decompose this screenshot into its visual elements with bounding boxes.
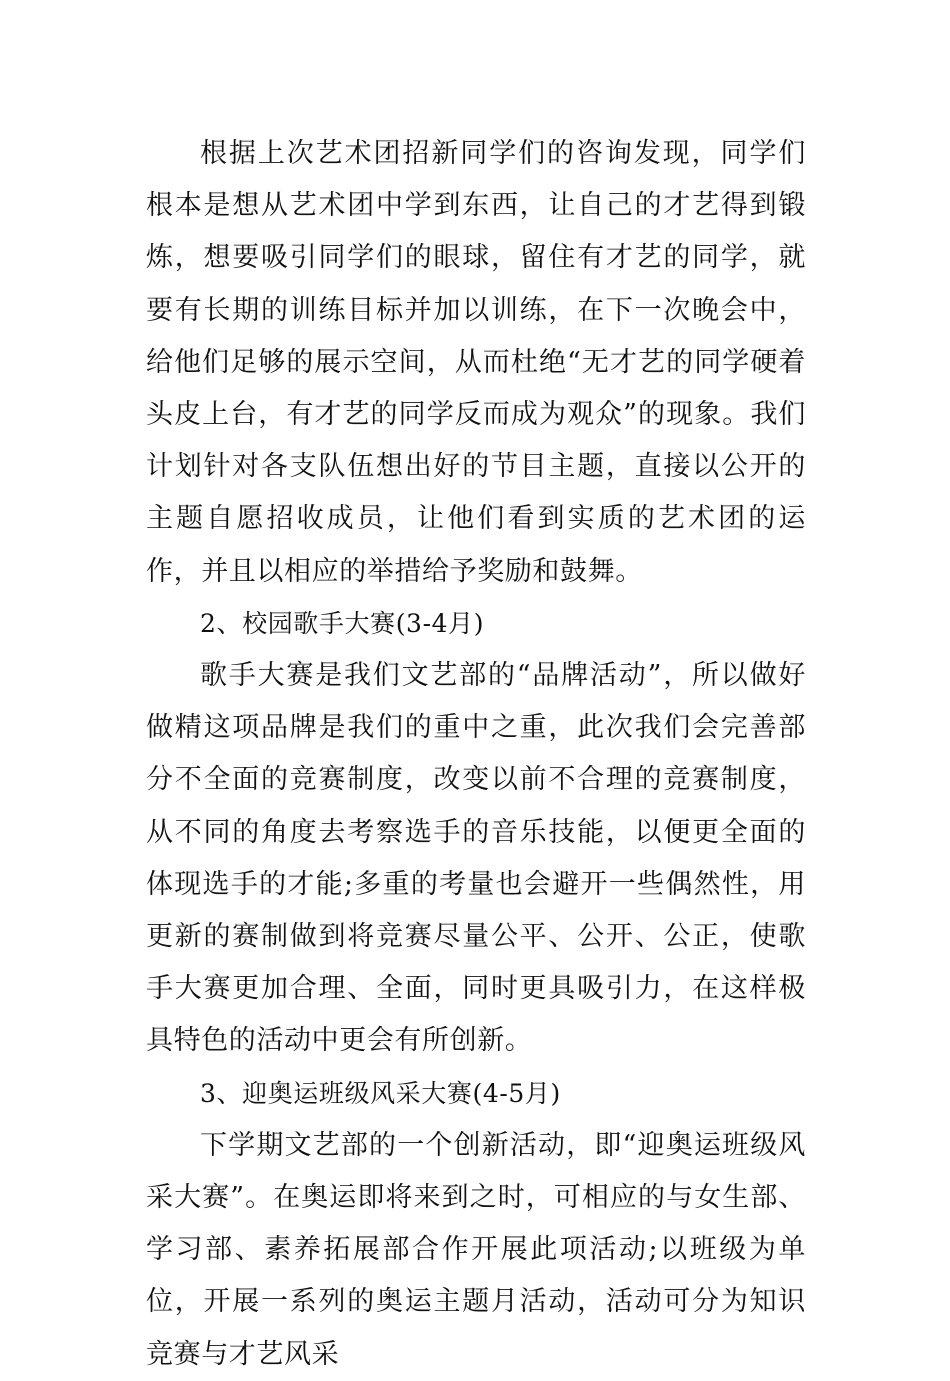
section-heading-olympic-class-contest: 3、迎奥运班级风采大赛(4-5月) <box>200 1078 561 1108</box>
paragraph-olympic-class-contest: 下学期文艺部的一个创新活动，即“迎奥运班级风采大赛”。在奥运即将来到之时，可相应的与女生部、学习部、素养拓展部合作开展此项活动;以班级为单位，开展一系列的奥运主题月活动，活动可分为知识竞赛与才艺风采 <box>146 1129 806 1370</box>
section-heading-singer-contest: 2、校园歌手大赛(3-4月) <box>200 608 485 638</box>
paragraph-singer-contest: 歌手大赛是我们文艺部的“品牌活动”，所以做好做精这项品牌是我们的重中之重，此次我们会完善部分不全面的竞赛制度，改变以前不合理的竞赛制度，从不同的角度去考察选手的音乐技能，以便更全面的体现选手的才能;多重的考量也会避开一些偶然性，用更新的赛制做到将竞赛尽量公平、公开、公正，使歌手大赛更加合理、全面，同时更具吸引力，在这样极具特色的活动中更会有所创新。 <box>146 660 806 1057</box>
document-body <box>146 128 806 1381</box>
paragraph-art-troupe: 根据上次艺术团招新同学们的咨询发现，同学们根本是想从艺术团中学到东西，让自己的才艺得到锻炼，想要吸引同学们的眼球，留住有才艺的同学，就要有长期的训练目标并加以训练，在下一次晚会中，给他们足够的展示空间，从而杜绝“无才艺的同学硬着头皮上台，有才艺的同学反而成为观众”的现象。我们计划针对各支队伍想出好的节目主题，直接以公开的主题自愿招收成员，让他们看到实质的艺术团的运作，并且以相应的举措给予奖励和鼓舞。 <box>146 138 806 587</box>
